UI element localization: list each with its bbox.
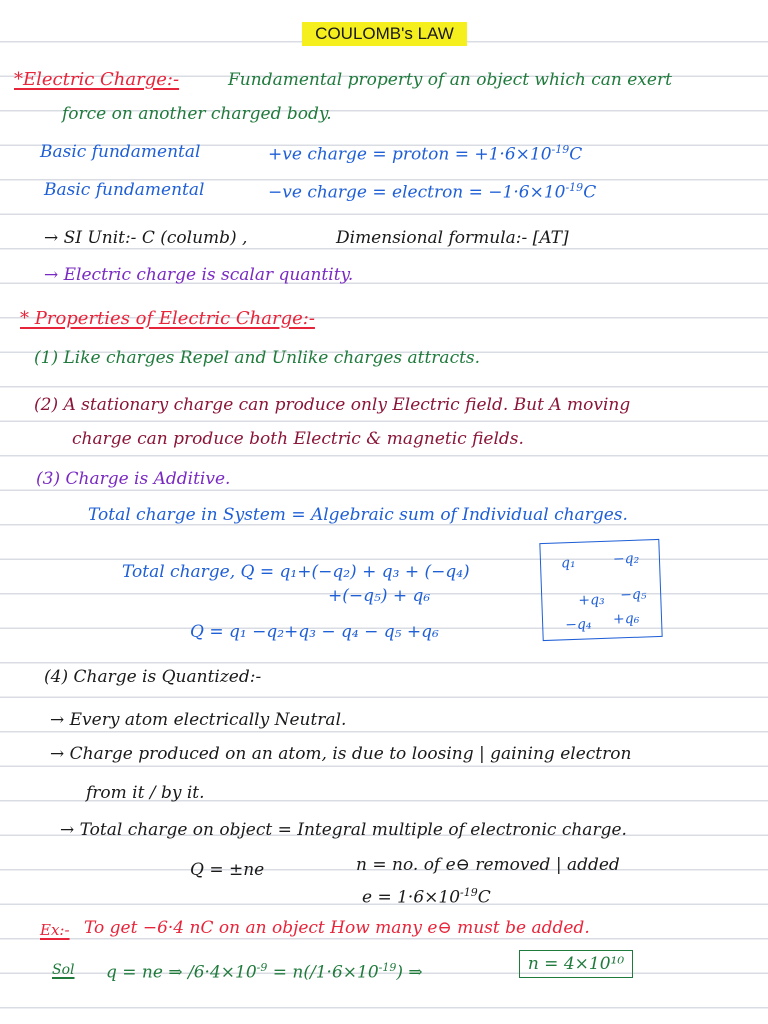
solution-equation: q = ne ⇒ $∕6\cdot 4\times 10^{-9}$ = $n(∕1\cdot 6\times 10^{-19})$ ⇒ xyxy=(106,961,423,983)
electric-charge-heading: *Electric Charge:- xyxy=(14,69,180,90)
total-charge-definition: Total charge in System = Algebraic sum of Individual charges. xyxy=(88,505,628,525)
negative-label: Basic fundamental xyxy=(44,180,205,200)
solution-label: Sol xyxy=(52,962,75,978)
scalar-statement: → Electric charge is scalar quantity. xyxy=(44,265,354,285)
total-charge-equation-1: Total charge, Q = q₁+(−q₂) + q₃ + (−q₄) xyxy=(122,562,470,582)
page-title: COULOMB's LAW xyxy=(302,22,467,46)
total-charge-equation-3: Q = q₁ −q₂+q₃ − q₄ − q₅ +q₆ xyxy=(190,622,439,642)
property-3: (3) Charge is Additive. xyxy=(36,469,231,489)
n-definition: n = no. of e⊖ removed | added xyxy=(356,855,620,875)
property-4-point-2: → Charge produced on an atom, is due to loosing | gaining electron xyxy=(50,744,632,764)
property-4-point-3: → Total charge on object = Integral multiple of electronic charge. xyxy=(60,820,627,840)
answer-box: n = 4×10¹⁰ xyxy=(519,950,633,978)
dimensional-formula: Dimensional formula:- [AT] xyxy=(336,228,569,248)
property-4-heading: (4) Charge is Quantized:- xyxy=(44,667,262,687)
box-q2: −q₂ xyxy=(612,550,640,568)
charge-system-box xyxy=(539,539,662,641)
quantization-equation: Q = ±ne xyxy=(190,860,265,880)
box-q3: +q₃ xyxy=(578,591,605,609)
box-q6: +q₆ xyxy=(612,610,640,628)
property-4-point-1: → Every atom electrically Neutral. xyxy=(50,710,347,730)
box-q4: −q₄ xyxy=(564,616,592,634)
box-q1: q₁ xyxy=(560,554,576,572)
property-4-point-2-cont: from it / by it. xyxy=(86,783,205,803)
box-q5: −q₅ xyxy=(619,586,647,604)
si-unit: → SI Unit:- C (columb) , xyxy=(44,228,248,248)
example-question: To get −6·4 nC on an object How many e⊖ must be added. xyxy=(84,918,590,938)
positive-charge-value: +ve charge = proton = $+1\cdot 6\times 10^{-19}C$ xyxy=(268,143,583,165)
electron-charge-value: $e = 1\cdot 6\times 10^{-19}C$ xyxy=(362,886,491,908)
negative-charge-value: −ve charge = electron = $-1\cdot 6\times 10^{-19}C$ xyxy=(268,181,597,203)
property-2-line-2: charge can produce both Electric & magnetic fields. xyxy=(72,429,524,449)
definition-line-1: Fundamental property of an object which can exert xyxy=(228,70,672,90)
total-charge-equation-2: +(−q₅) + q₆ xyxy=(328,586,431,606)
property-2-line-1: (2) A stationary charge can produce only Electric field. But A moving xyxy=(34,395,631,415)
properties-heading: * Properties of Electric Charge:- xyxy=(20,308,315,329)
definition-line-2: force on another charged body. xyxy=(62,104,332,124)
property-1: (1) Like charges Repel and Unlike charges attracts. xyxy=(34,348,481,368)
example-label: Ex:- xyxy=(40,921,70,939)
positive-label: Basic fundamental xyxy=(40,142,201,162)
